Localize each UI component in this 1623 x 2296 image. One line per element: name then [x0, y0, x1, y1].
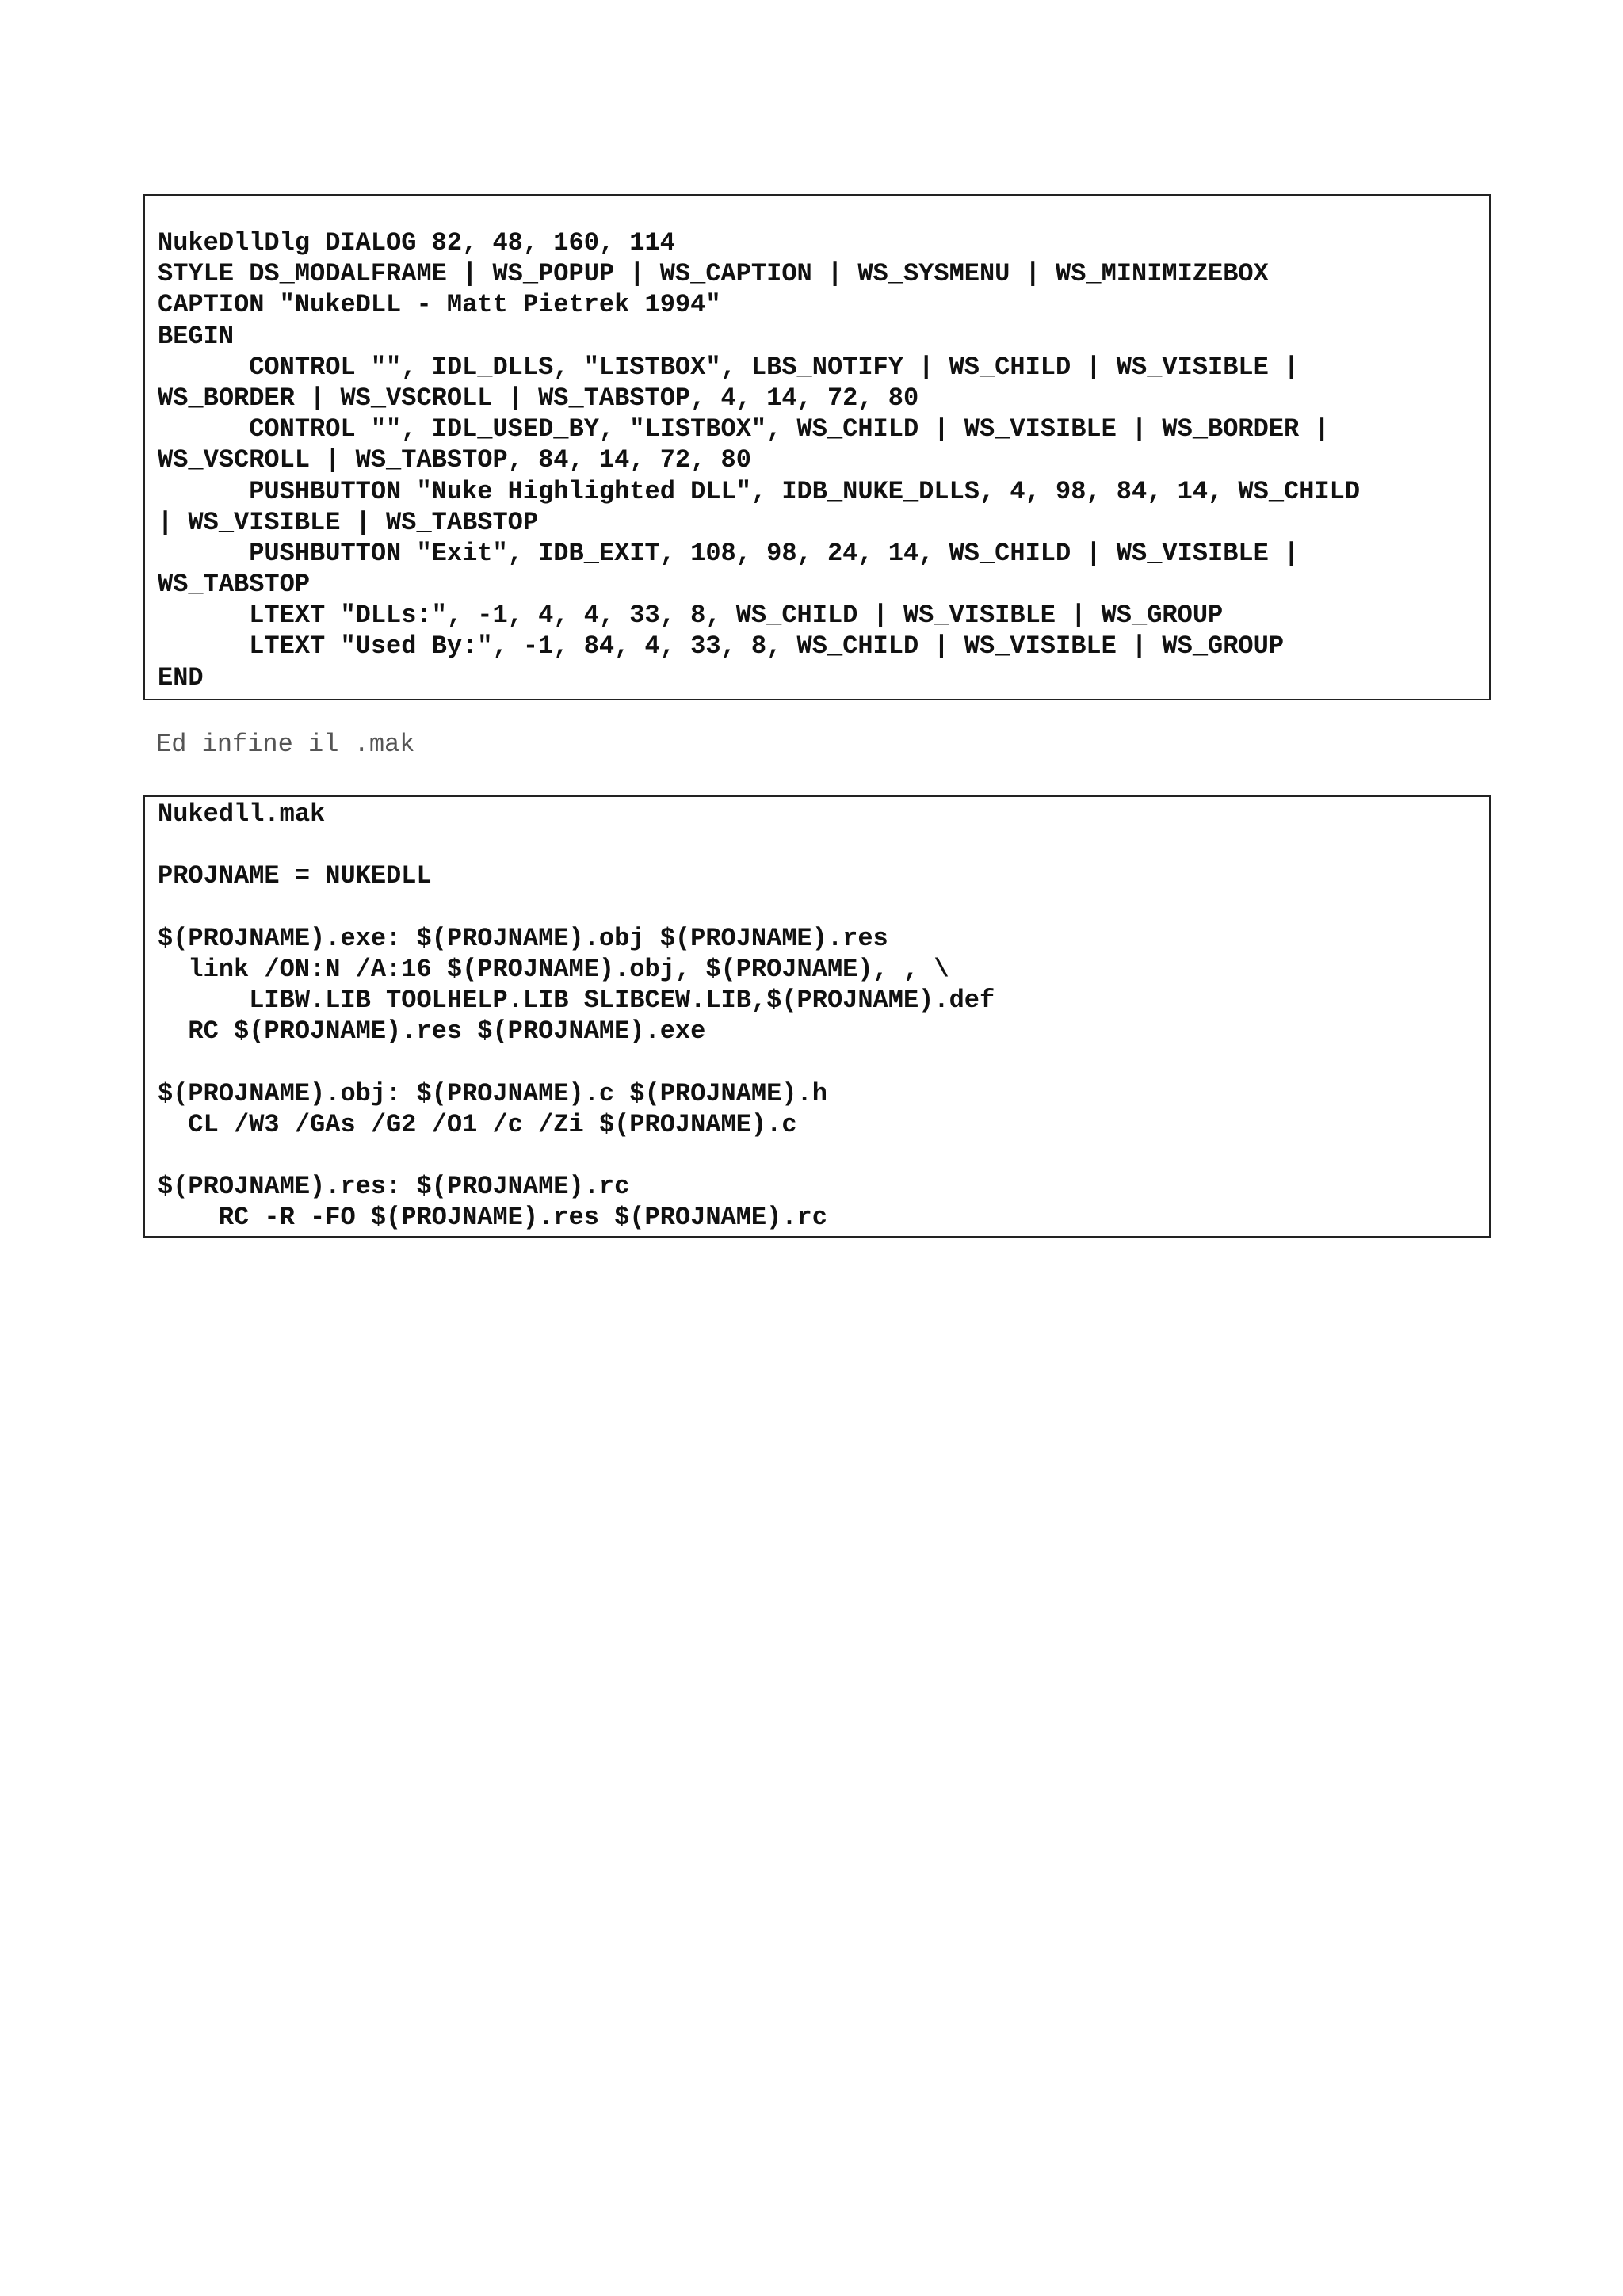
code-line: WS_TABSTOP — [158, 570, 311, 600]
code-line: NukeDllDlg DIALOG 82, 48, 160, 114 — [158, 228, 675, 257]
code-line: PUSHBUTTON "Nuke Highlighted DLL", IDB_NUKE_DLLS, 4, 98, 84, 14, WS_CHILD — [158, 476, 1361, 506]
code-line: CAPTION "NukeDLL - Matt Pietrek 1994" — [158, 290, 721, 320]
code-line: BEGIN — [158, 321, 235, 351]
code-line: STYLE DS_MODALFRAME | WS_POPUP | WS_CAPTION | WS_SYSMENU | WS_MINIMIZEBOX — [158, 259, 1269, 289]
code-line: link /ON:N /A:16 $(PROJNAME).obj, $(PROJNAME), , \ — [158, 954, 949, 984]
code-line: RC -R -FO $(PROJNAME).res $(PROJNAME).rc — [158, 1203, 827, 1233]
code-line: Nukedll.mak — [158, 799, 326, 829]
code-line: $(PROJNAME).exe: $(PROJNAME).obj $(PROJNAME).res — [158, 923, 888, 953]
code-line — [158, 830, 1489, 860]
code-line: PUSHBUTTON "Exit", IDB_EXIT, 108, 98, 24, 14, WS_CHILD | WS_VISIBLE | — [158, 538, 1300, 568]
code-line: LIBW.LIB TOOLHELP.LIB SLIBCEW.LIB,$(PROJNAME).def — [158, 986, 995, 1016]
makefile-code-listing — [143, 795, 1491, 1238]
code-line — [158, 892, 1489, 923]
code-line: LTEXT "DLLs:", -1, 4, 4, 33, 8, WS_CHILD | WS_VISIBLE | WS_GROUP — [158, 601, 1224, 631]
code-line: LTEXT "Used By:", -1, 84, 4, 33, 8, WS_CHILD | WS_VISIBLE | WS_GROUP — [158, 631, 1285, 662]
code-line: CONTROL "", IDL_DLLS, "LISTBOX", LBS_NOTIFY | WS_CHILD | WS_VISIBLE | — [158, 352, 1300, 382]
code-line: END — [158, 662, 204, 692]
code-line: RC $(PROJNAME).res $(PROJNAME).exe — [158, 1016, 706, 1047]
code-line — [158, 1140, 1489, 1171]
code-line: $(PROJNAME).res: $(PROJNAME).rc — [158, 1172, 630, 1202]
code-line — [158, 1047, 1489, 1078]
code-line: WS_VSCROLL | WS_TABSTOP, 84, 14, 72, 80 — [158, 445, 751, 475]
rc-code-listing — [143, 194, 1491, 700]
code-line: $(PROJNAME).obj: $(PROJNAME).c $(PROJNAME).h — [158, 1078, 827, 1108]
intro-paragraph: Ed infine il .mak — [156, 730, 415, 759]
code-line: WS_BORDER | WS_VSCROLL | WS_TABSTOP, 4, 14, 72, 80 — [158, 383, 919, 413]
code-line: PROJNAME = NUKEDLL — [158, 861, 432, 891]
code-line: | WS_VISIBLE | WS_TABSTOP — [158, 507, 539, 537]
code-line: CL /W3 /GAs /G2 /O1 /c /Zi $(PROJNAME).c — [158, 1109, 797, 1139]
code-line: CONTROL "", IDL_USED_BY, "LISTBOX", WS_CHILD | WS_VISIBLE | WS_BORDER | — [158, 414, 1330, 444]
